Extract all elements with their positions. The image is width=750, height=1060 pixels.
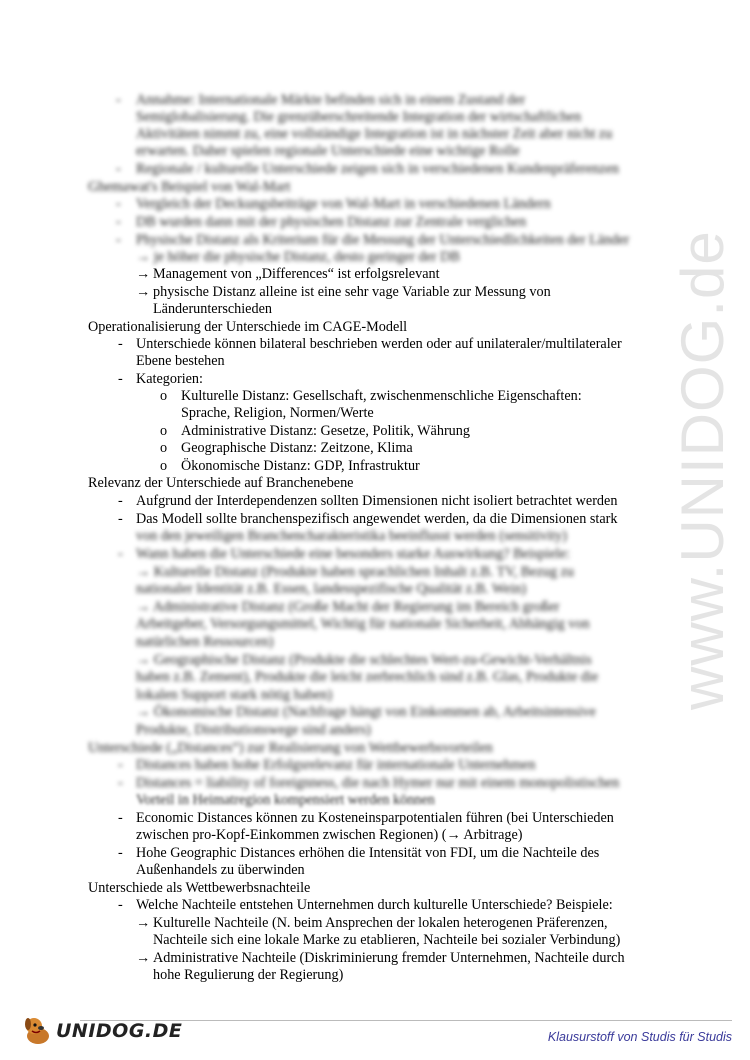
text-line: → Geographische Distanz (Produkte die schlechtes Wert-zu-Gewicht-Verhältnis — [136, 652, 592, 668]
text-line: Annahme: Internationale Märkte befinden sich in einem Zustand der — [136, 92, 526, 108]
text-line: lokalen Support stark nötig haben) — [136, 687, 333, 703]
bullet-dash: - — [116, 161, 121, 177]
op-item-kategorien: Kategorien: — [136, 371, 203, 387]
text-line: nationaler Identität z.B. Essen, landesspezifische Qualität z.B. Wein) — [136, 581, 527, 597]
heading-wettbewerbsnachteile: Unterschiede als Wettbewerbsnachteile — [88, 880, 311, 896]
economic-distances-text: Economic Distances können zu Kosteneinsparpotentialen führen (bei Unterschieden — [136, 810, 614, 826]
watermark-text: www.UNIDOG.de — [669, 230, 736, 710]
bullet-dash: - — [118, 757, 123, 773]
text-line: → Ökonomische Distanz (Nachfrage hängt von Einkommen ab, Arbeitsintensive — [136, 704, 596, 720]
text-line: Aktivitäten nimmt zu, eine vollständige Integration ist in nächster Zeit aber nicht zu — [136, 126, 613, 142]
arrow-glyph: → — [136, 266, 151, 282]
kategorie-oekonomisch: Ökonomische Distanz: GDP, Infrastruktur — [181, 458, 420, 474]
text-line: → Kulturelle Distanz (Produkte haben sprachlichen Inhalt z.B. TV, Bezug zu — [136, 564, 574, 580]
text-line: DB wurden dann mit der physischen Distanz zur Zentrale verglichen — [136, 214, 527, 230]
bullet-dash: - — [118, 546, 123, 562]
kulturelle-nachteile-text-cont: Nachteile sich eine lokale Marke zu etablieren, Nachteile bei sozialer Verbindung) — [153, 932, 621, 948]
bullet-dash: - — [118, 845, 123, 861]
rel-item-interdependenzen: Aufgrund der Interdependenzen sollten Dimensionen nicht isoliert betrachtet werden — [136, 493, 618, 509]
footer-tagline: Klausurstoff von Studis für Studis — [547, 1030, 732, 1044]
text-line: → Administrative Distanz (Große Macht der Regierung im Bereich großer — [136, 599, 560, 615]
text-line: Vergleich der Deckungsbeiträge von Wal-Mart in verschiedenen Ländern — [136, 196, 551, 212]
heading-line: Unterschiede („Distances“) zur Realisierung von Wettbewerbsvorteilen — [88, 740, 493, 756]
text-line: Arbeitgeber, Versorgungsmittel, Wichtig für nationale Sicherheit, Abhängig von — [136, 616, 590, 632]
administrative-nachteile-text: Administrative Nachteile (Diskriminierung fremder Unternehmen, Nachteile durch — [153, 950, 625, 966]
logo-text: UNIDOG.DE — [56, 1020, 183, 1042]
arrow-glyph: → — [136, 950, 151, 966]
bullet-circle: o — [160, 458, 168, 474]
text-line: Wann haben die Unterschiede eine besonders starke Auswirkung? Beispiele: — [136, 546, 570, 562]
kategorie-administrativ: Administrative Distanz: Gesetze, Politik, Währung — [181, 423, 470, 439]
arrow-physisch-text: physische Distanz alleine ist eine sehr vage Variable zur Messung von — [153, 284, 551, 300]
bullet-dash: - — [118, 336, 123, 352]
text-line: → je höher die physische Distanz, desto geringer der DB — [136, 249, 460, 265]
bullet-dash: - — [118, 493, 123, 509]
arrow-glyph: → — [136, 915, 151, 931]
administrative-nachteile-text-cont: hohe Regulierung der Regierung) — [153, 967, 344, 983]
heading-operationalisierung: Operationalisierung der Unterschiede im CAGE-Modell — [88, 319, 408, 335]
text-line: Regionale / kulturelle Unterschiede zeigen sich in verschiedenen Kundenpräferenzen — [136, 161, 619, 177]
kulturelle-nachteile-text: Kulturelle Nachteile (N. beim Ansprechen der lokalen heterogenen Präferenzen, — [153, 915, 608, 931]
bullet-circle: o — [160, 440, 168, 456]
op-item-bilateral: Unterschiede können bilateral beschrieben werden oder auf unilateraler/multilateraler — [136, 336, 622, 352]
bullet-dash: - — [118, 897, 123, 913]
rel-item-branchenspezifisch: Das Modell sollte branchenspezifisch angewendet werden, da die Dimensionen stark — [136, 511, 618, 527]
bullet-circle: o — [160, 388, 168, 404]
bullet-dash: - — [116, 214, 121, 230]
unidog-logo — [22, 1014, 183, 1048]
bullet-dash: - — [118, 775, 123, 791]
text-line: haben z.B. Zement), Produkte die leicht zerbrechlich sind z.B. Glas, Produkte die — [136, 669, 599, 685]
text-line: Produkte, Distributionswege sind anders) — [136, 722, 371, 738]
arrow-physisch-text-cont: Länderunterschieden — [153, 301, 272, 317]
nachteile-question: Welche Nachteile entstehen Unternehmen durch kulturelle Unterschiede? Beispiele: — [136, 897, 613, 913]
text-line: Physische Distanz als Kriterium für die Messung der Unterschiedlichkeiten der Länder — [136, 232, 630, 248]
arrow-management-text: Management von „Differences“ ist erfolgsrelevant — [153, 266, 440, 282]
kategorie-kulturell-cont: Sprache, Religion, Normen/Werte — [181, 405, 374, 421]
geographic-distances-text-cont: Außenhandels zu überwinden — [136, 862, 305, 878]
heading-relevanz: Relevanz der Unterschiede auf Branchenebene — [88, 475, 354, 491]
text-line: natürlichen Ressourcen) — [136, 634, 274, 650]
bullet-circle: o — [160, 423, 168, 439]
geographic-distances-text: Hohe Geographic Distances erhöhen die Intensität von FDI, um die Nachteile des — [136, 845, 600, 861]
bullet-dash: - — [118, 511, 123, 527]
arrow-glyph: → — [136, 284, 151, 300]
vorteil-line: Vorteil in Heimatregion kompensiert werden können — [136, 792, 435, 808]
bullet-dash: - — [116, 92, 121, 108]
dog-icon — [22, 1014, 56, 1048]
text-line: Semiglobalisierung. Die grenzüberschreitende Integration der wirtschaftlichen — [136, 109, 582, 125]
text-line: Distances = liability of foreignness, die nach Hymer nur mit einem monopolistischen — [136, 775, 620, 791]
bullet-dash: - — [118, 371, 123, 387]
text-line: erwarten. Daher spielen regionale Unterschiede eine wichtige Rolle — [136, 143, 520, 159]
kategorie-geographisch: Geographische Distanz: Zeitzone, Klima — [181, 440, 413, 456]
bullet-dash: - — [118, 810, 123, 826]
text-line: Distances haben hohe Erfolgsrelevanz für internationale Unternehmen — [136, 757, 536, 773]
bullet-dash: - — [116, 196, 121, 212]
text-line: von den jeweiligen Branchencharakteristika beeinflusst werden (sensitivity) — [136, 528, 568, 544]
economic-distances-text-cont: zwischen pro-Kopf-Einkommen zwischen Regionen) (→ Arbitrage) — [136, 827, 523, 843]
bullet-dash: - — [116, 232, 121, 248]
op-item-bilateral-cont: Ebene bestehen — [136, 353, 225, 369]
heading-line: Ghemawat's Beispiel von Wal-Mart — [88, 179, 291, 195]
kategorie-kulturell: Kulturelle Distanz: Gesellschaft, zwischenmenschliche Eigenschaften: — [181, 388, 582, 404]
